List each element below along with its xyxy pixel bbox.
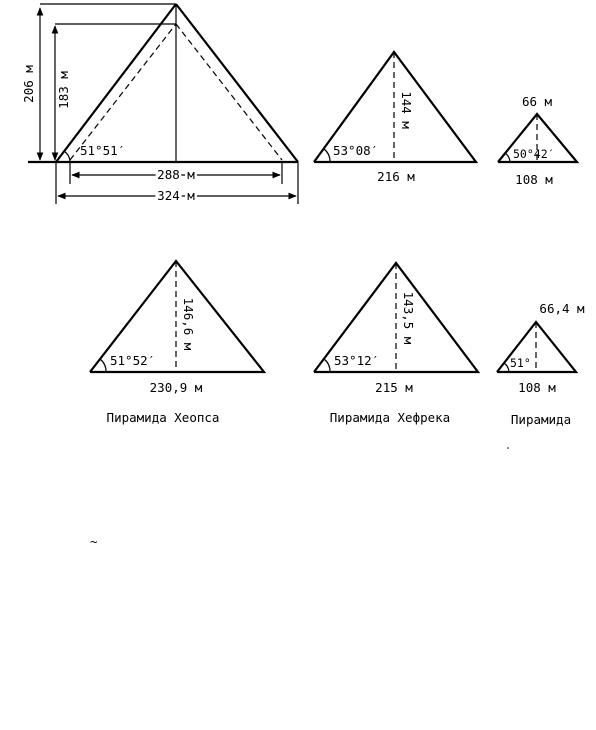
small-bottom-caption: Пирамида — [510, 412, 572, 427]
small-bottom-angle-arc — [504, 363, 509, 372]
khafre-caption: Пирамида Хефрека — [329, 410, 451, 425]
large-angle-arc — [64, 151, 70, 162]
medium-base-label: 216 м — [377, 169, 415, 184]
cheops-base-label: 230,9 м — [149, 380, 203, 395]
khafre-base-label: 215 м — [375, 380, 413, 395]
medium-angle-label: 53°08′ — [333, 143, 379, 158]
khafre-angle-arc — [324, 359, 330, 372]
medium-height-label: 144 м — [399, 91, 414, 129]
large-angle-label: 51°51′ — [80, 143, 126, 158]
small-bottom-angle-label: 51° — [510, 356, 531, 370]
stray-dot — [507, 447, 509, 449]
large-outer-base-label: 324 м — [157, 188, 195, 203]
cheops-angle-label: 51°52′ — [110, 353, 156, 368]
medium-pyramid-top — [314, 52, 476, 184]
khafre-pyramid — [314, 263, 478, 425]
small-base-label: 108 м — [515, 172, 553, 187]
small-height-label: 66 м — [521, 94, 553, 109]
large-inner-left-dashed — [70, 24, 176, 160]
khafre-height-label: 143,5 м — [401, 291, 416, 345]
large-inner-base-label: 288 м — [157, 167, 195, 182]
cheops-pyramid — [90, 261, 264, 425]
khafre-angle-label: 53°12′ — [334, 353, 380, 368]
small-angle-label: 50°42′ — [513, 147, 555, 161]
small-pyramid-top — [498, 94, 577, 187]
small-bottom-base-label: 108 м — [518, 380, 556, 395]
large-left-side — [56, 4, 176, 162]
cheops-caption: Пирамида Хеопса — [106, 410, 220, 425]
small-angle-arc — [505, 153, 510, 162]
stray-mark: ~ — [90, 534, 98, 549]
small-bottom-height-label: 66,4 м — [539, 301, 585, 316]
large-right-side — [176, 4, 298, 162]
large-outer-height-label: 206 м — [21, 65, 36, 103]
cheops-height-label: 146,6 м — [181, 297, 196, 351]
medium-angle-arc — [324, 149, 330, 162]
large-inner-right-dashed — [176, 24, 282, 160]
large-pyramid-top — [21, 4, 298, 204]
small-pyramid-bottom — [497, 301, 585, 427]
cheops-angle-arc — [100, 359, 106, 372]
large-inner-height-label: 183 м — [56, 71, 71, 109]
